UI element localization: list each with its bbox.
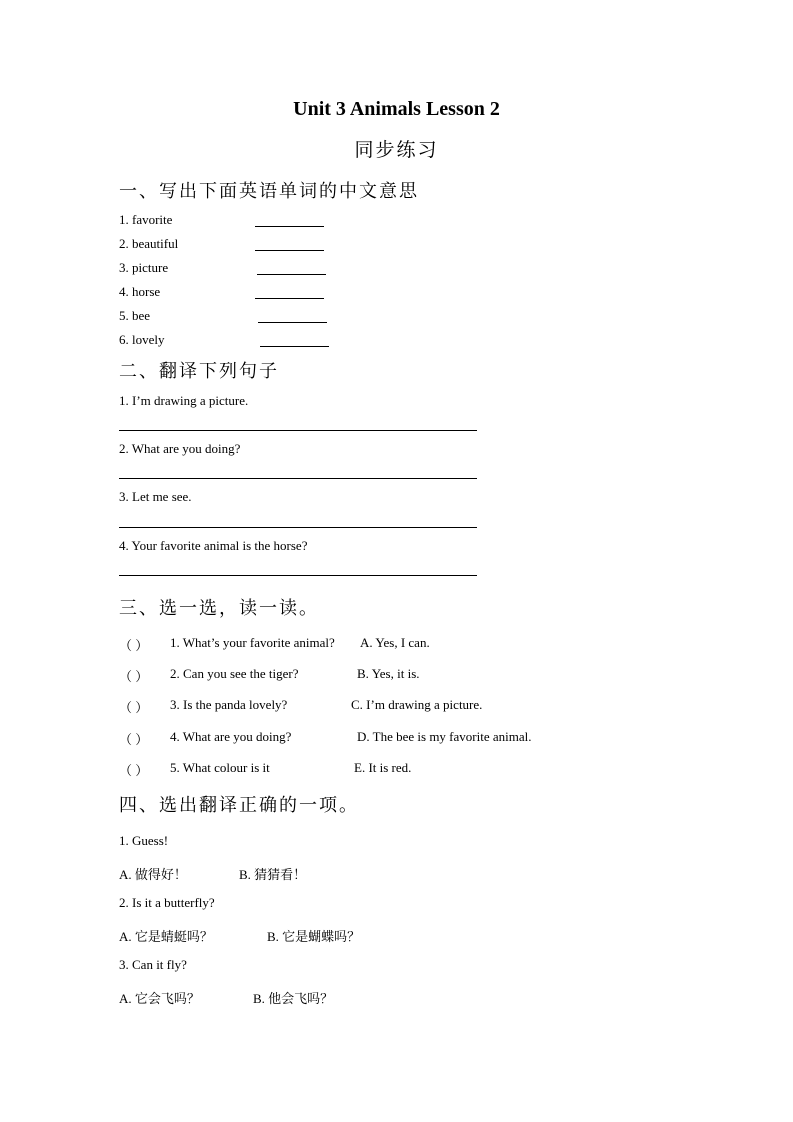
matching-question: 2. Can you see the tiger? — [170, 666, 299, 681]
answer-blank[interactable] — [260, 346, 329, 347]
answer-bracket[interactable]: （ ） — [119, 700, 149, 715]
section1-item: 5. bee — [119, 308, 151, 323]
matching-question: 4. What are you doing? — [170, 729, 292, 744]
answer-blank[interactable] — [255, 226, 324, 227]
answer-line[interactable] — [119, 575, 477, 576]
section2-item: 1. I’m drawing a picture. — [119, 393, 249, 408]
matching-answer: D. The bee is my favorite animal. — [357, 729, 532, 744]
answer-blank[interactable] — [255, 298, 324, 299]
matching-answer: E. It is red. — [354, 760, 412, 775]
choice-option-a[interactable]: A. 它会飞吗？ — [119, 991, 200, 1006]
section1-heading: 一、写出下面英语单词的中文意思 — [119, 181, 419, 201]
choice-option-b[interactable]: B. 他会飞吗？ — [253, 991, 334, 1006]
matching-question: 5. What colour is it — [170, 760, 270, 775]
section2-item: 2. What are you doing? — [119, 441, 241, 456]
section2-heading: 二、翻译下列句子 — [119, 361, 279, 381]
choice-option-b[interactable]: B. 它是蝴蝶吗？ — [267, 929, 361, 944]
answer-bracket[interactable]: （ ） — [119, 763, 149, 778]
answer-line[interactable] — [119, 478, 477, 479]
answer-line[interactable] — [119, 430, 477, 431]
choice-option-b[interactable]: B. 猜猜看！ — [239, 867, 307, 882]
section1-item: 2. beautiful — [119, 236, 179, 251]
choice-question: 2. Is it a butterfly? — [119, 895, 215, 910]
answer-blank[interactable] — [257, 274, 326, 275]
section1-item: 3. picture — [119, 260, 169, 275]
matching-question: 1. What’s your favorite animal? — [170, 635, 335, 650]
answer-bracket[interactable]: （ ） — [119, 669, 149, 684]
choice-question: 1. Guess! — [119, 833, 169, 848]
page-title: Unit 3 Animals Lesson 2 — [293, 98, 500, 120]
section2-item: 3. Let me see. — [119, 489, 192, 504]
answer-blank[interactable] — [255, 250, 324, 251]
answer-line[interactable] — [119, 527, 477, 528]
section2-item: 4. Your favorite animal is the horse? — [119, 538, 308, 553]
choice-option-a[interactable]: A. 做得好！ — [119, 867, 187, 882]
matching-answer: B. Yes, it is. — [357, 666, 420, 681]
answer-bracket[interactable]: （ ） — [119, 732, 149, 747]
matching-question: 3. Is the panda lovely? — [170, 697, 288, 712]
page-subtitle: 同步练习 — [354, 140, 439, 161]
section4-heading: 四、选出翻译正确的一项。 — [119, 795, 359, 815]
choice-question: 3. Can it fly? — [119, 957, 187, 972]
section3-heading: 三、选一选，读一读。 — [119, 598, 319, 618]
section1-item: 6. lovely — [119, 332, 165, 347]
answer-bracket[interactable]: （ ） — [119, 638, 149, 653]
choice-option-a[interactable]: A. 它是蜻蜓吗？ — [119, 929, 213, 944]
matching-answer: A. Yes, I can. — [360, 635, 430, 650]
matching-answer: C. I’m drawing a picture. — [351, 697, 483, 712]
answer-blank[interactable] — [258, 322, 327, 323]
section1-item: 4. horse — [119, 284, 161, 299]
section1-item: 1. favorite — [119, 212, 173, 227]
